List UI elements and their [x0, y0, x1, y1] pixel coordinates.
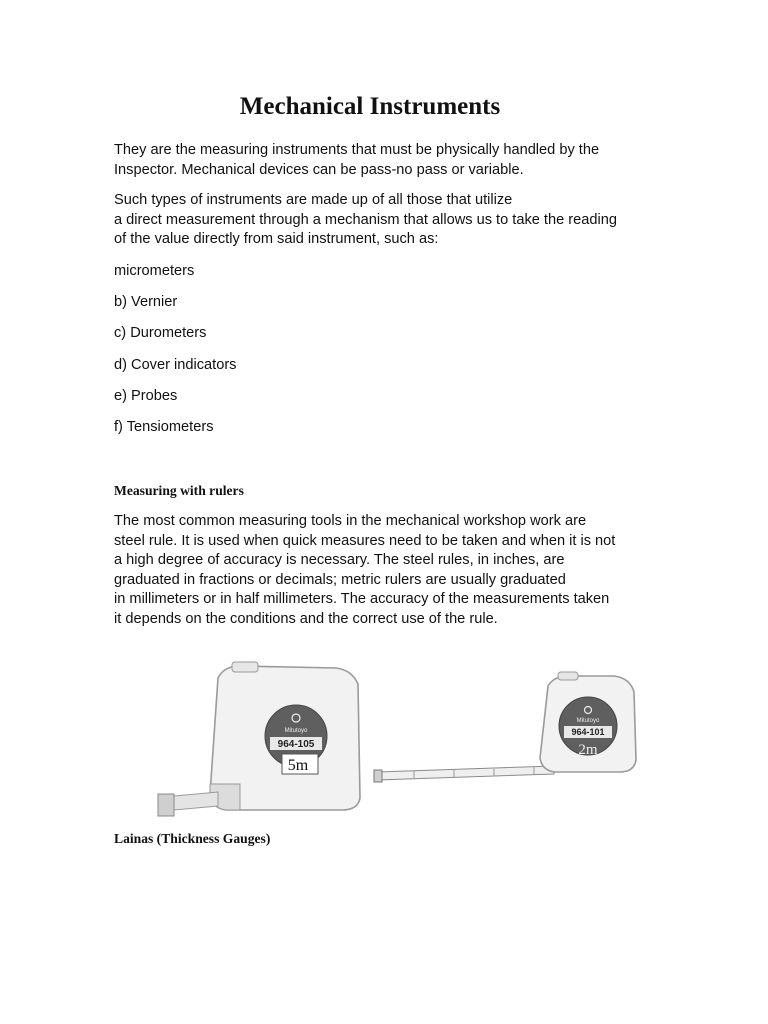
tape-length-label: 5m	[287, 757, 309, 774]
list-item: b) Vernier	[114, 294, 178, 310]
rulers-line: a high degree of accuracy is necessary. The steel rules, in inches, are	[114, 552, 565, 568]
intro-paragraph	[114, 141, 636, 180]
tape-brand-label: Mitutoyo	[576, 718, 600, 724]
list-item: e) Probes	[114, 388, 178, 404]
types-line: Such types of instruments are made up of all those that utilize	[114, 192, 513, 208]
tape-blade	[374, 766, 554, 782]
tape-measures-figure	[114, 650, 658, 822]
rulers-line: in millimeters or in half millimeters. The accuracy of the measurements taken	[114, 591, 610, 607]
tape-model-label: 964-105	[277, 739, 315, 750]
intro-line: Inspector. Mechanical devices can be pass-no pass or variable.	[114, 161, 524, 178]
intro-line: They are the measuring instruments that must be physically handled by the	[114, 142, 600, 158]
tape-measure-left	[158, 662, 360, 816]
types-paragraph	[114, 191, 636, 250]
list-item: f) Tensiometers	[114, 419, 214, 435]
rulers-paragraph	[114, 512, 636, 629]
list-item: micrometers	[114, 263, 195, 279]
list-item: c) Durometers	[114, 325, 207, 341]
rulers-line: steel rule. It is used when quick measures need to be taken and when it is not	[114, 532, 616, 549]
tape-model-label: 964-101	[571, 727, 605, 737]
page-title: Mechanical Instruments	[239, 93, 501, 120]
tape-measure-right	[540, 672, 636, 772]
types-line: a direct measurement through a mechanism that allows us to take the reading	[114, 211, 617, 228]
rulers-line: it depends on the conditions and the correct use of the rule.	[114, 610, 498, 627]
types-line: of the value directly from said instrument, such as:	[114, 231, 439, 247]
rulers-line: The most common measuring tools in the mechanical workshop work are	[114, 513, 587, 529]
tape-brand-label: Mitutoyo	[284, 728, 308, 734]
tape-length-label: 2m	[578, 742, 598, 758]
rulers-line: graduated in fractions or decimals; metric rulers are usually graduated	[114, 571, 566, 588]
section-heading-rulers: Measuring with rulers	[114, 483, 244, 498]
section-heading-lainas: Lainas (Thickness Gauges)	[114, 831, 271, 846]
list-item: d) Cover indicators	[114, 357, 237, 373]
